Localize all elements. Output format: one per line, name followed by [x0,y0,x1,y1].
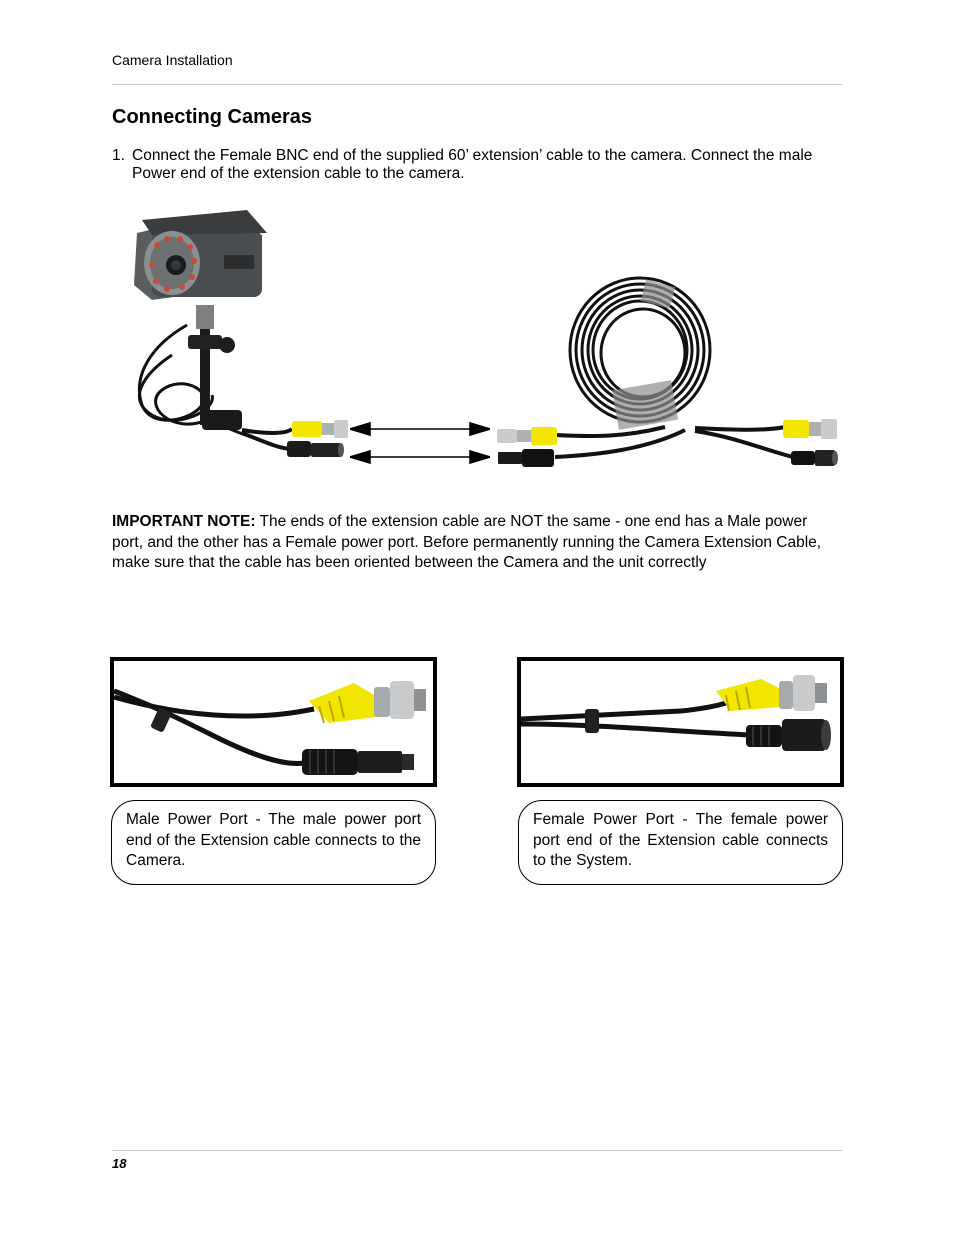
male-port-callout: Male Power Port - The male power port end of the Extension cable connects to the Camera. [111,800,436,885]
footer-rule [112,1150,842,1151]
header-rule [112,84,842,85]
running-header: Camera Installation [112,52,233,68]
female-port-callout: Female Power Port - The female power port end of the Extension cable connects to the System. [518,800,843,885]
page-number: 18 [112,1156,127,1171]
female-port-photo [517,657,844,787]
step-text: Connect the Female BNC end of the supplied 60’ extension’ cable to the camera. Connect the male Power end of the extension cable to the camera. [132,147,813,182]
arrow-icon-bnc [350,423,490,435]
note-label: IMPORTANT NOTE: [112,513,256,530]
connection-arrows [350,420,490,464]
step-number: 1. [112,147,125,164]
page-title: Connecting Cameras [112,106,313,128]
male-port-photo [110,657,437,787]
arrow-icon-power [350,451,490,463]
note-text: The ends of the extension cable are NOT the same - one end has a Male power port, and the other has a Female power port. Before permanently running the Camera Extension Cable, make sure that the cable has been oriented between the Camera and the unit correctly [112,513,822,571]
extension-cable-illustration [495,265,840,470]
instruction-step-1 [112,147,847,183]
important-note [112,512,842,574]
camera-illustration [112,205,357,475]
